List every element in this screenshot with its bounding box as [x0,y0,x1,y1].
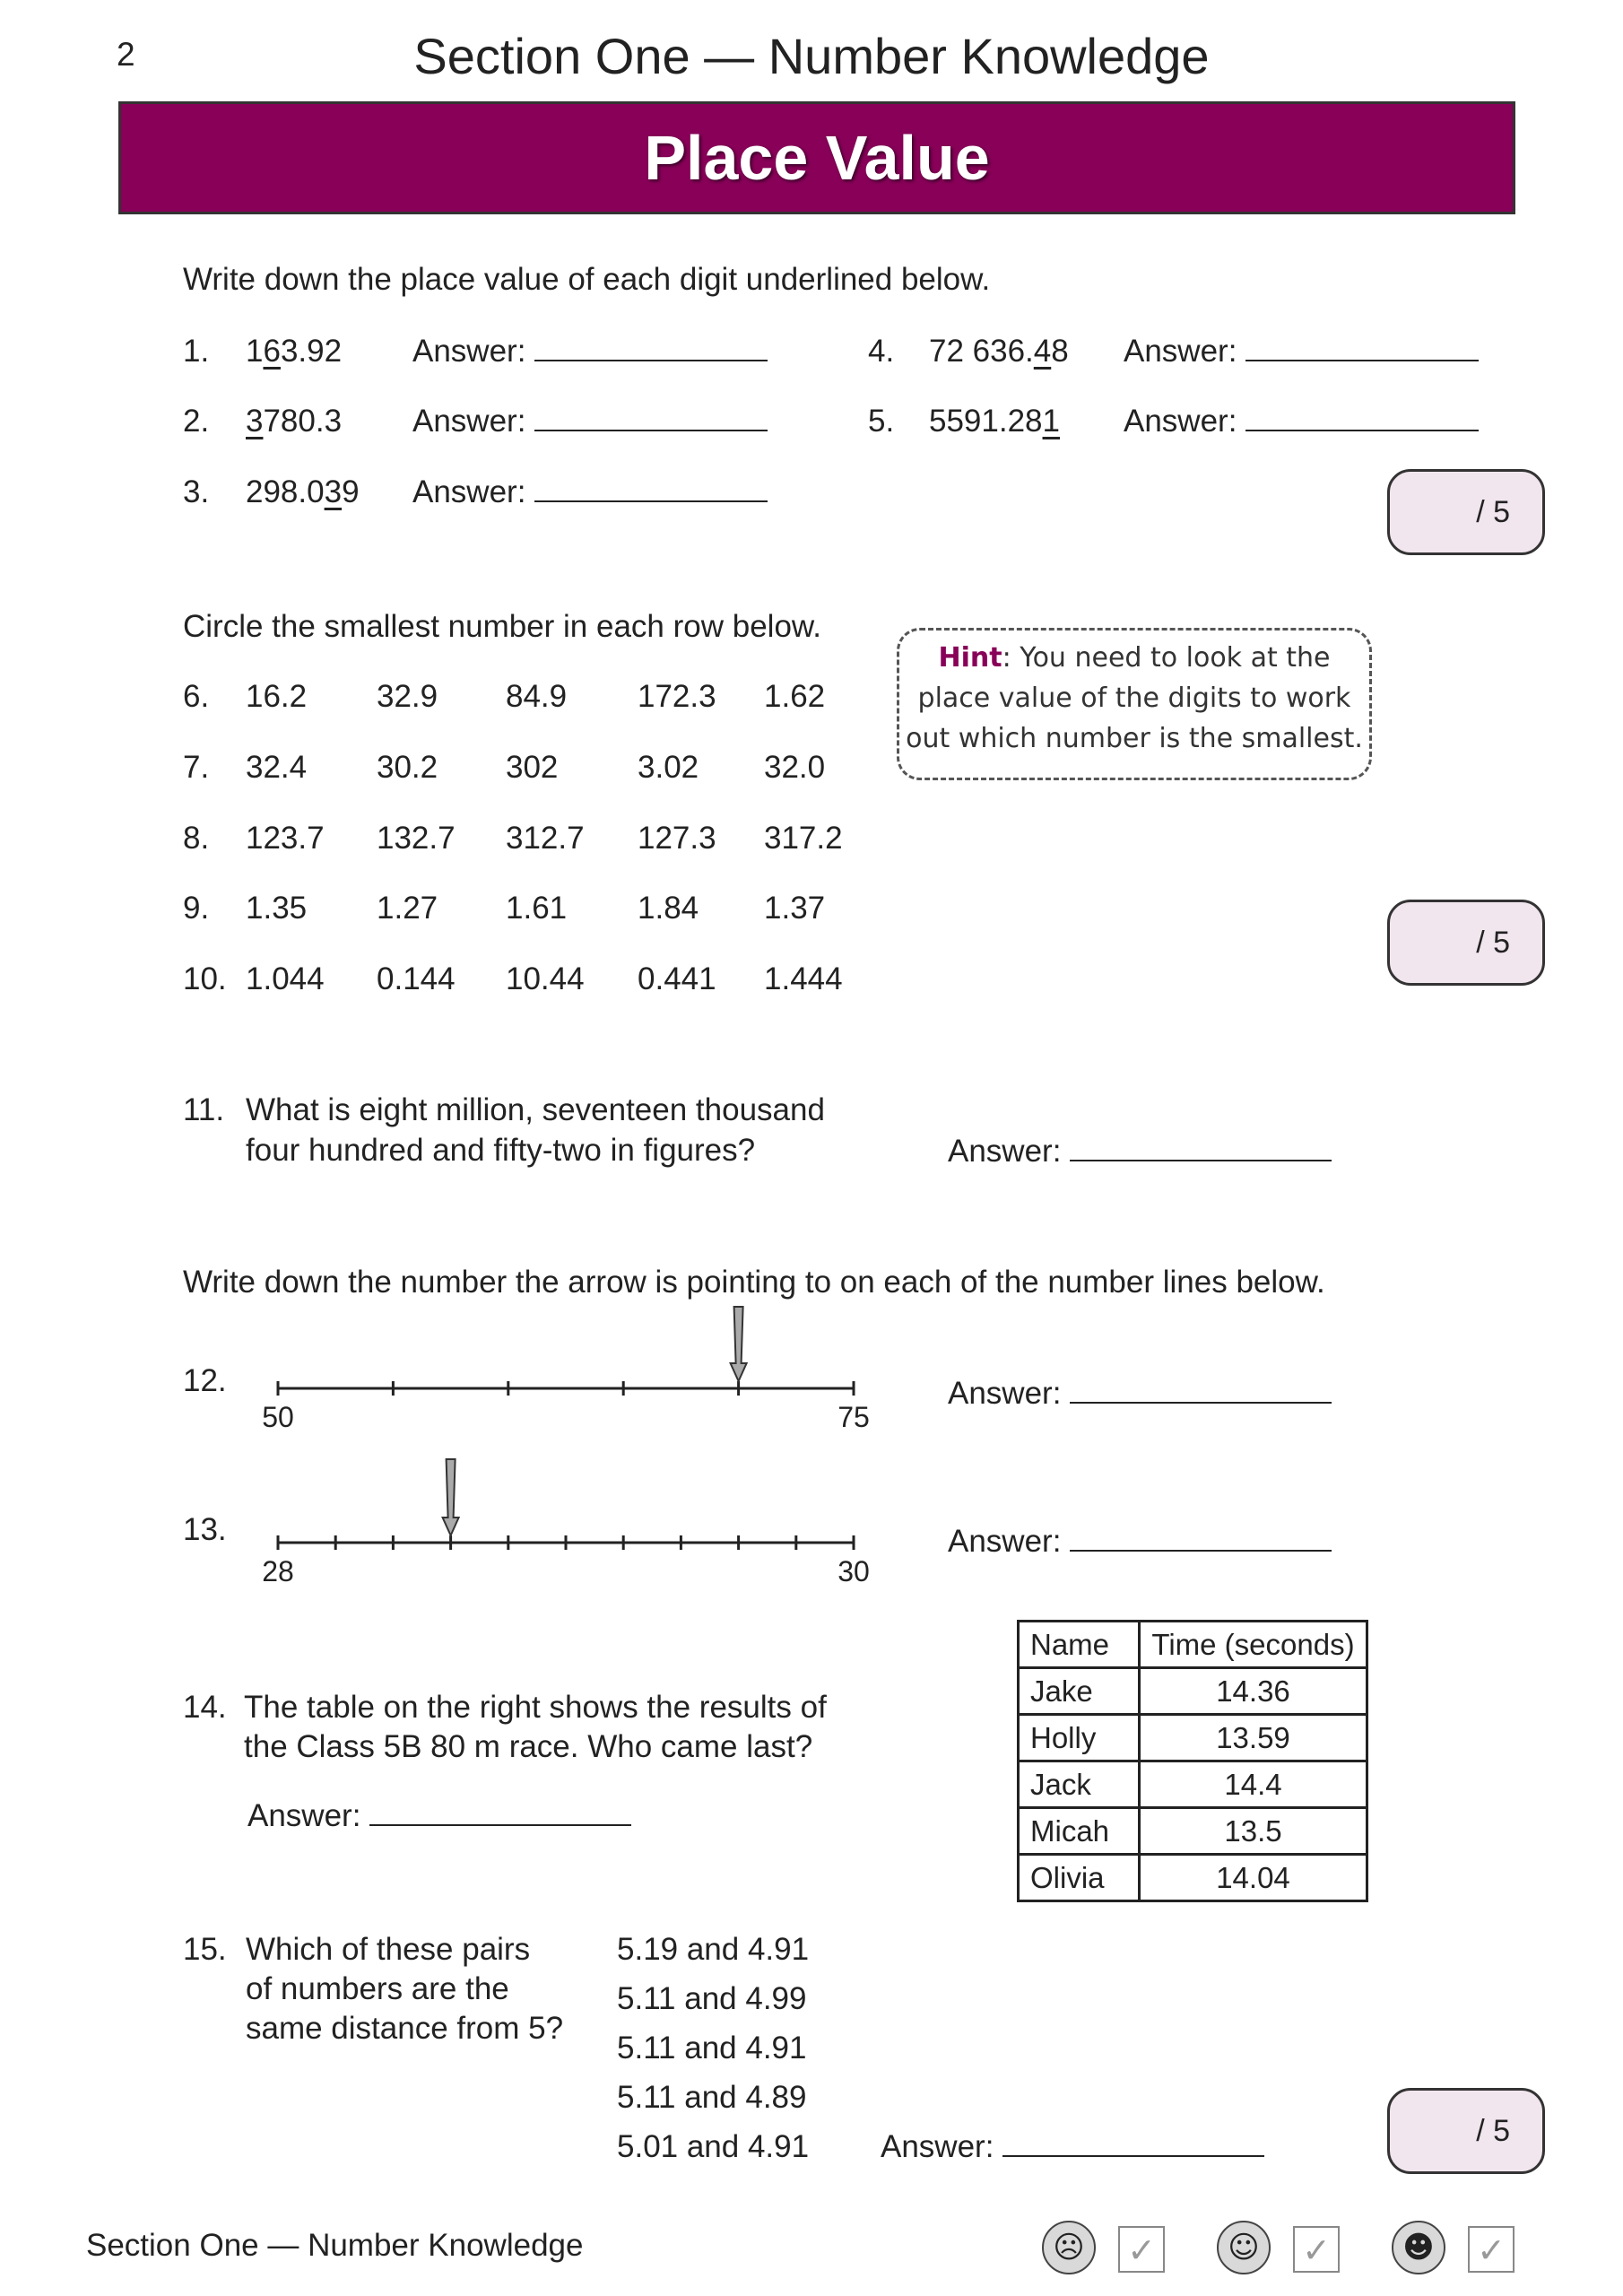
question-value: 3780.3 [246,404,343,439]
option-value[interactable]: 32.9 [377,679,438,714]
happy-face-icon[interactable]: ☻ [1392,2221,1445,2274]
number-lines-instruction: Write down the number the arrow is pointing to on each of the number lines below. [183,1265,1325,1300]
q15-option: 5.11 and 4.99 [617,1981,807,2016]
answer-label: Answer: [1124,334,1237,369]
option-value[interactable]: 16.2 [246,679,308,714]
table-row [1019,1761,1367,1808]
question-number: 14. [183,1690,227,1725]
option-value[interactable]: 32.0 [764,750,826,785]
q15-option: 5.11 and 4.91 [617,2031,807,2066]
option-value[interactable]: 84.9 [506,679,568,714]
option-value[interactable]: 1.61 [506,891,568,926]
answer-15[interactable] [881,2127,1264,2167]
answer-4[interactable] [1124,332,1479,371]
answer-blank [534,406,768,431]
hint-label: Hint [938,642,1002,674]
question-3 [183,473,360,512]
part1-instruction: Write down the place value of each digit underlined below. [183,262,991,297]
number-line-start: 50 [262,1401,294,1433]
score-box-3[interactable]: / 5 [1387,2088,1545,2174]
answer-label: Answer: [412,404,526,439]
answer-label: Answer: [881,2129,994,2164]
table-cell: Olivia [1019,1855,1140,1901]
number-line-end: 30 [838,1555,870,1587]
answer-label: Answer: [412,474,526,509]
option-value[interactable]: 132.7 [377,821,456,856]
option-value[interactable]: 0.441 [638,961,716,996]
question-number: 13. [183,1512,227,1547]
table-cell: Micah [1019,1808,1140,1855]
answer-blank [534,336,768,361]
answer-13[interactable] [948,1522,1332,1561]
answer-5[interactable] [1124,402,1479,441]
answer-blank [1070,1378,1332,1404]
score-box-1[interactable]: / 5 [1387,469,1545,555]
answer-label: Answer: [412,334,526,369]
option-value[interactable]: 1.044 [246,961,325,996]
table-cell: 14.04 [1140,1855,1367,1901]
q14-line-1: The table on the right shows the results of [244,1690,827,1725]
question-number: 12. [183,1363,227,1398]
section-title: Section One — Number Knowledge [413,28,1210,84]
number-line-12 [260,1305,906,1439]
underlined-digit: 3 [324,474,343,509]
question-value: 163.92 [246,334,343,369]
table-cell: 14.36 [1140,1668,1367,1715]
question-number: 8. [183,821,210,856]
q15-line-3: same distance from 5? [246,2011,564,2046]
question-number: 11. [183,1092,225,1127]
table-header-row [1019,1622,1367,1668]
question-number: 1. [183,334,210,369]
topic-banner [118,101,1515,214]
option-value[interactable]: 30.2 [377,750,438,785]
question-number: 4. [868,334,895,369]
option-value[interactable]: 1.35 [246,891,308,926]
question-number: 10. [183,961,227,996]
topic-title: Place Value [644,123,990,193]
check-box-icon[interactable]: ✓ [1118,2226,1165,2273]
underlined-digit: 6 [263,334,281,369]
option-value[interactable]: 1.37 [764,891,826,926]
score-box-2[interactable]: / 5 [1387,900,1545,986]
answer-label: Answer: [247,1798,361,1833]
neutral-face-icon[interactable]: ☺ [1217,2221,1271,2274]
underlined-digit: 4 [1033,334,1052,369]
question-1 [183,332,343,371]
question-number: 2. [183,404,210,439]
question-value: 298.039 [246,474,360,509]
answer-blank [1245,406,1479,431]
answer-label: Answer: [948,1134,1062,1169]
table-cell: 13.5 [1140,1808,1367,1855]
answer-3[interactable] [412,473,768,512]
q15-option: 5.11 and 4.89 [617,2080,807,2115]
answer-1[interactable] [412,332,768,371]
check-box-icon[interactable]: ✓ [1468,2226,1515,2273]
q15-line-2: of numbers are the [246,1971,509,2006]
answer-blank [369,1801,631,1826]
option-value[interactable]: 32.4 [246,750,308,785]
q14-line-2: the Class 5B 80 m race. Who came last? [244,1729,813,1764]
part2-instruction: Circle the smallest number in each row below. [183,609,821,644]
option-value[interactable]: 10.44 [506,961,585,996]
table-cell: 14.4 [1140,1761,1367,1808]
table-cell: Holly [1019,1715,1140,1761]
table-row [1019,1855,1367,1901]
page-number: 2 [117,36,135,73]
question-number: 3. [183,474,210,509]
option-value[interactable]: 172.3 [638,679,716,714]
arrow-pointer-icon [731,1307,747,1381]
hint-box [897,628,1372,780]
hint-text-3: out which number is the smallest. [906,723,1363,754]
sad-face-icon[interactable]: ☹ [1042,2221,1096,2274]
answer-2[interactable] [412,402,768,441]
question-number: 9. [183,891,210,926]
table-cell: Jack [1019,1761,1140,1808]
number-line-start: 28 [262,1555,294,1587]
q15-line-1: Which of these pairs [246,1932,531,1967]
option-value[interactable]: 3.02 [638,750,699,785]
option-value[interactable]: 1.444 [764,961,843,996]
table-cell: Jake [1019,1668,1140,1715]
footer-section-title: Section One — Number Knowledge [86,2228,584,2263]
answer-label: Answer: [948,1524,1062,1559]
answer-label: Answer: [948,1376,1062,1411]
answer-blank [534,477,768,502]
arrow-pointer-icon [443,1459,459,1535]
table-row [1019,1668,1367,1715]
check-box-icon[interactable]: ✓ [1293,2226,1340,2273]
question-value: 5591.281 [929,404,1060,439]
hint-text-2: place value of the digits to work [917,683,1351,714]
table-header: Time (seconds) [1140,1622,1367,1668]
question-4 [868,332,1069,371]
question-number: 6. [183,679,210,714]
q11-line-2: four hundred and fifty-two in figures? [246,1133,756,1168]
answer-blank [1070,1526,1332,1552]
number-line-13 [260,1457,906,1592]
option-value[interactable]: 1.62 [764,679,826,714]
option-value[interactable]: 1.27 [377,891,438,926]
q15-option: 5.01 and 4.91 [617,2129,810,2164]
option-value[interactable]: 312.7 [506,821,585,856]
table-cell: 13.59 [1140,1715,1367,1761]
answer-blank [1245,336,1479,361]
question-number: 7. [183,750,210,785]
option-value[interactable]: 302 [506,750,559,785]
race-results-table [1017,1620,1368,1902]
option-value[interactable]: 123.7 [246,821,325,856]
table-row [1019,1715,1367,1761]
option-value[interactable]: 317.2 [764,821,843,856]
answer-label: Answer: [1124,404,1237,439]
question-number: 5. [868,404,895,439]
table-row [1019,1808,1367,1855]
underlined-digit: 3 [246,404,264,439]
answer-12[interactable] [948,1374,1332,1413]
question-5 [868,402,1060,441]
table-header: Name [1019,1622,1140,1668]
question-2 [183,402,343,441]
answer-blank [1070,1136,1332,1161]
option-value[interactable]: 1.84 [638,891,699,926]
q15-option: 5.19 and 4.91 [617,1932,810,1967]
question-number: 15. [183,1932,227,1967]
answer-14[interactable] [247,1796,631,1836]
hint-text-1: : You need to look at the [1002,642,1331,674]
q11-line-1: What is eight million, seventeen thousand [246,1092,825,1127]
number-line-end: 75 [838,1401,870,1433]
option-value[interactable]: 0.144 [377,961,456,996]
option-value[interactable]: 127.3 [638,821,716,856]
question-value: 72 636.48 [929,334,1069,369]
underlined-digit: 1 [1042,404,1060,439]
answer-11[interactable] [948,1132,1332,1171]
answer-blank [1002,2132,1264,2157]
